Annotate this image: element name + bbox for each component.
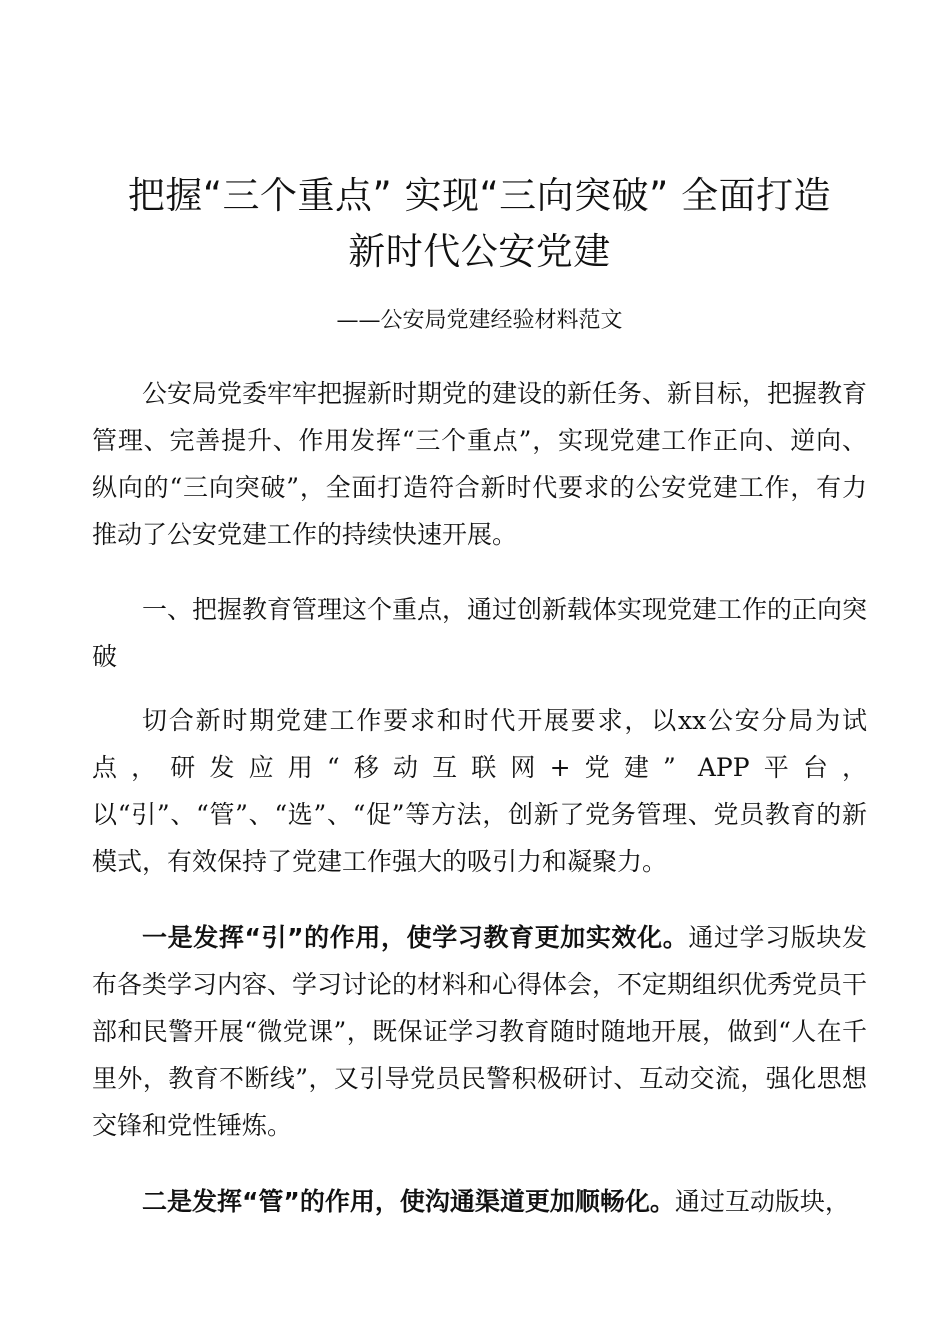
section-1-paragraph: 切合新时期党建工作要求和时代开展要求，以xx公安分局为试点，研发应用“移动互联网+党建” APP平台，以“引”、“管”、“选”、“促”等方法，创新了党务管理、党员教育的新模式，有效保持了党建工作强大的吸引力和凝聚力。: [92, 706, 867, 876]
point-2-body: 通过互动版块，: [674, 1187, 850, 1216]
title-line-1: 把握“三个重点” 实现“三向突破” 全面打造: [127, 174, 832, 217]
document-subtitle: ——公安局党建经验材料范文: [336, 308, 623, 333]
point-1-paragraph: [92, 914, 867, 1149]
section-1-heading: 一、把握教育管理这个重点，通过创新载体实现党建工作的正向突破: [92, 595, 868, 671]
point-1-body: 通过学习版块发布各类学习内容、学习讨论的材料和心得体会，不定期组织优秀党员干部和民警开展“微党课”，既保证学习教育随时随地开展，做到“人在千里外，教育不断线”，又引导党员民警积极研讨、互动交流，强化思想交锋和党性锤炼。: [92, 923, 868, 1140]
title-line-2: 新时代公安党建: [348, 230, 611, 273]
intro-paragraph: 公安局党委牢牢把握新时期党的建设的新任务、新目标，把握教育管理、完善提升、作用发挥“三个重点”，实现党建工作正向、逆向、纵向的“三向突破”，全面打造符合新时代要求的公安党建工作，有力推动了公安党建工作的持续快速开展。: [92, 379, 868, 549]
document-title: [92, 168, 867, 280]
point-2-lead: 二是发挥“管”的作用，使沟通渠道更加顺畅化。: [142, 1187, 675, 1216]
point-2-paragraph: [92, 1178, 867, 1225]
point-1-lead: 一是发挥“引”的作用，使学习教育更加实效化。: [142, 923, 689, 952]
